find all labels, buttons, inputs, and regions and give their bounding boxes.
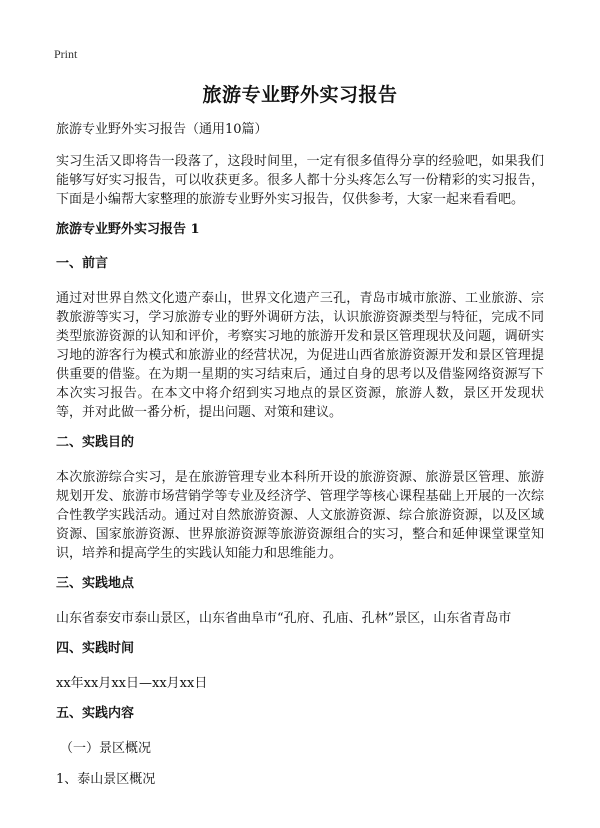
print-link[interactable]: Print <box>54 47 78 61</box>
section-heading-content: 五、实践内容 <box>56 706 135 721</box>
subsection-heading: （一）景区概况 <box>60 741 152 756</box>
section-heading-location: 三、实践地点 <box>56 576 135 591</box>
section-text-purpose: 本次旅游综合实习，是在旅游管理专业本科所开设的旅游资源、旅游景区管理、旅游规划开发、旅游市场营销学等专业及经济学、管理学等核心课程基础上开展的一次综合性教学实践活动。通过对自然旅游资源、人文旅游资源、综合旅游资源，以及区域资源、国家旅游资源、世界旅游资源等旅游资源组合的实习，整合和延伸课堂课堂知识，培养和提高学生的实践认知能力和思维能力。 <box>56 470 544 561</box>
report-heading: 旅游专业野外实习报告 1 <box>56 222 200 237</box>
document-title: 旅游专业野外实习报告 <box>202 84 398 106</box>
document-content <box>56 120 544 801</box>
item-heading: 1、泰山景区概况 <box>56 772 156 787</box>
section-text-preface: 通过对世界自然文化遗产泰山，世界文化遗产三孔，青岛市城市旅游、工业旅游、宗教旅游等实习，学习旅游专业的野外调研方法，认识旅游资源类型与特征，完成不同类型旅游资源的认知和评价，考察实习地的旅游开发和景区管理现状及问题，调研实习地的游客行为模式和旅游业的经营状况，为促进山西省旅游资源开发和景区管理提供重要的借鉴。在为期一星期的实习结束后，通过自身的思考以及借鉴网络资源写下本次实习报告。在本文中将介绍到实习地点的景区资源，旅游人数，景区开发现状等，并对此做一番分析，提出问题、对策和建议。 <box>56 291 544 420</box>
section-heading-purpose: 二、实践目的 <box>56 435 135 450</box>
section-heading-time: 四、实践时间 <box>56 641 135 656</box>
section-text-location: 山东省泰安市泰山景区，山东省曲阜市“孔府、孔庙、孔林”景区，山东省青岛市 <box>56 611 512 626</box>
section-text-time: xx年xx月xx日—xx月xx日 <box>56 676 208 691</box>
section-heading-preface: 一、前言 <box>56 256 109 271</box>
document-subtitle: 旅游专业野外实习报告（通用10篇） <box>56 122 268 137</box>
intro-paragraph: 实习生活又即将告一段落了，这段时间里，一定有很多值得分享的经验吧，如果我们能够写好实习报告，可以收获更多。很多人都十分头疼怎么写一份精彩的实习报告，下面是小编帮大家整理的旅游专业野外实习报告，仅供参考，大家一起来看看吧。 <box>56 154 544 207</box>
